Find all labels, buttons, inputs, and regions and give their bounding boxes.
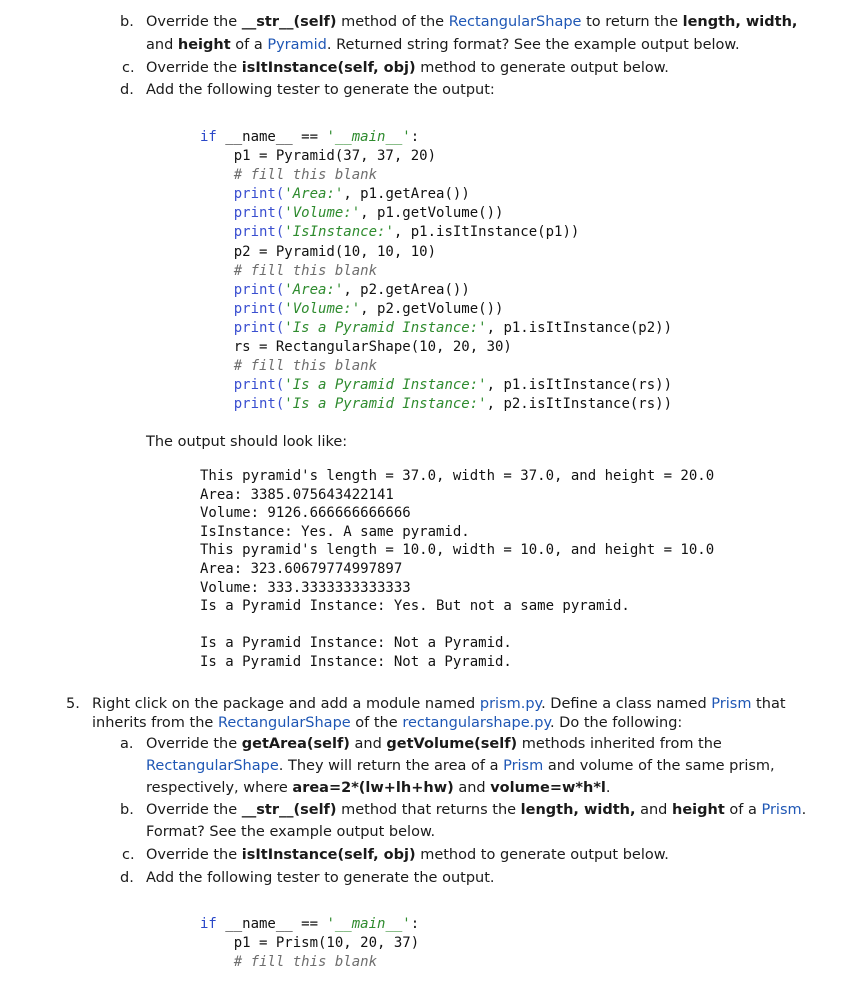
string: 'Is a Pyramid Instance:' — [284, 319, 487, 336]
text: method to generate output below. — [415, 60, 669, 76]
code-line — [200, 395, 672, 414]
code-line — [200, 128, 672, 147]
text: . — [605, 780, 611, 796]
file-ref: prism.py — [479, 696, 542, 712]
text: of the — [350, 715, 403, 731]
builtin: print( — [233, 224, 285, 241]
item-marker-d: d. — [120, 870, 134, 886]
code-text: , p1.isItInstance(rs)) — [486, 377, 673, 394]
string: '__main__' — [326, 916, 411, 932]
builtin: print( — [233, 300, 285, 317]
output-line: Volume: 333.3333333333333 — [200, 579, 411, 596]
item-marker-d: d. — [120, 82, 134, 98]
str-method: __str__(self) — [241, 802, 337, 818]
output-line: Is a Pyramid Instance: Yes. But not a same pyramid. — [200, 598, 630, 615]
text: of a — [230, 37, 268, 53]
section-number-5: 5. — [66, 696, 80, 712]
code-text: __name__ == — [216, 916, 327, 932]
class-ref: Prism — [761, 802, 802, 818]
part5-a-line3 — [146, 778, 610, 798]
string: 'Volume:' — [284, 205, 361, 222]
text: . — [801, 802, 807, 818]
output-line: Area: 323.60679774997897 — [200, 560, 403, 577]
text: of a — [724, 802, 762, 818]
builtin: print( — [233, 186, 285, 203]
string: 'Area:' — [284, 186, 344, 203]
code-text: , p1.getVolume()) — [360, 205, 504, 222]
code-block-pyramid — [200, 128, 672, 414]
keyword: if — [200, 129, 217, 145]
output-line: Area: 3385.075643422141 — [200, 486, 394, 503]
indent — [200, 301, 234, 317]
output-line: This pyramid's length = 37.0, width = 37.0, and height = 20.0 — [200, 468, 715, 484]
string: 'Volume:' — [284, 300, 361, 317]
output-line: Is a Pyramid Instance: Not a Pyramid. — [200, 635, 512, 652]
code-line — [200, 376, 672, 395]
text: method that returns the — [336, 802, 521, 818]
class-ref: RectangularShape — [146, 758, 279, 774]
text: Override the — [146, 60, 242, 76]
code-text: , p2.getArea()) — [343, 281, 470, 298]
item-c-line — [146, 58, 669, 78]
text: . Do the following: — [549, 715, 683, 731]
indent — [200, 186, 234, 202]
builtin: print( — [233, 205, 285, 222]
text: Override the — [146, 802, 242, 818]
text: method to generate output below. — [415, 847, 669, 863]
bold-term: length, width, — [520, 802, 636, 818]
text: . Define a class named — [541, 696, 712, 712]
code-text: , p2.isItInstance(rs)) — [486, 396, 673, 413]
output-spacer — [200, 616, 714, 635]
method-ref: getVolume(self) — [386, 736, 518, 752]
builtin: print( — [233, 377, 285, 394]
code-line — [200, 319, 672, 338]
output-line: Is a Pyramid Instance: Not a Pyramid. — [200, 653, 512, 670]
keyword: if — [200, 916, 217, 932]
text: . They will return the area of a — [278, 758, 504, 774]
indent — [200, 224, 234, 240]
text: respectively, where — [146, 780, 293, 796]
code-line: p1 = Pyramid(37, 37, 20) — [200, 148, 437, 165]
part5-b-line2: Format? See the example output below. — [146, 824, 436, 840]
item-d-line: Add the following tester to generate the output: — [146, 82, 495, 98]
code-comment: # fill this blank — [200, 954, 378, 971]
text: Override the — [146, 847, 242, 863]
class-ref: Pyramid — [267, 37, 327, 53]
part5-b-line1 — [146, 800, 806, 820]
code-block-prism — [200, 915, 419, 972]
code-text: __name__ == — [216, 129, 327, 145]
part5-a-line1 — [146, 734, 722, 754]
code-line — [200, 185, 672, 204]
class-ref: RectangularShape — [217, 715, 351, 731]
text: . Returned string format? See the example output below. — [326, 37, 740, 53]
code-line — [200, 300, 672, 319]
method-ref: isItInstance(self, obj) — [241, 60, 416, 76]
code-line — [200, 204, 672, 223]
string: 'Is a Pyramid Instance:' — [284, 396, 487, 413]
text: that — [751, 696, 786, 712]
code-line: rs = RectangularShape(10, 20, 30) — [200, 339, 512, 356]
item-marker-b: b. — [120, 14, 134, 30]
text: inherits from the — [92, 715, 218, 731]
output-block-pyramid — [200, 467, 714, 672]
method-ref: getArea(self) — [241, 736, 350, 752]
indent — [200, 205, 234, 221]
text: Override the — [146, 14, 242, 30]
bold-term: length, width, — [682, 14, 798, 30]
indent — [200, 320, 234, 336]
code-line — [200, 281, 672, 300]
text: and — [349, 736, 387, 752]
item-marker-c: c. — [122, 60, 135, 76]
builtin: print( — [233, 319, 285, 336]
class-ref: Prism — [711, 696, 752, 712]
text: and — [453, 780, 491, 796]
item-b-line1 — [146, 12, 797, 32]
part5-a-line2 — [146, 756, 775, 776]
code-text: , p2.getVolume()) — [360, 300, 504, 317]
item-b-line2 — [146, 35, 740, 55]
item-marker-c: c. — [122, 847, 135, 863]
part5-d-line: Add the following tester to generate the output. — [146, 870, 495, 886]
method-ref: isItInstance(self, obj) — [241, 847, 416, 863]
class-ref: Prism — [503, 758, 544, 774]
file-ref: rectangularshape.py — [402, 715, 550, 731]
code-comment: # fill this blank — [200, 262, 378, 279]
output-line: This pyramid's length = 10.0, width = 10.0, and height = 10.0 — [200, 542, 715, 559]
builtin: print( — [233, 281, 285, 298]
output-intro: The output should look like: — [146, 434, 348, 450]
string: 'IsInstance:' — [284, 224, 394, 241]
text: and — [635, 802, 672, 818]
formula: area=2*(lw+lh+hw) — [292, 780, 454, 796]
bold-term: height — [177, 37, 231, 53]
indent — [200, 396, 234, 412]
part5-c-line — [146, 845, 669, 865]
code-text: , p1.getArea()) — [343, 186, 470, 203]
text: to return the — [581, 14, 683, 30]
builtin: print( — [233, 396, 285, 413]
code-comment: # fill this blank — [200, 358, 378, 375]
code-text: , p1.isItInstance(p1)) — [393, 224, 580, 241]
string: '__main__' — [326, 129, 411, 145]
text: Right click on the package and add a module named — [92, 696, 480, 712]
code-line: p1 = Prism(10, 20, 37) — [200, 935, 420, 952]
code-text: : — [410, 916, 420, 932]
text: methods inherited from the — [517, 736, 722, 752]
output-line: Volume: 9126.666666666666 — [200, 505, 411, 522]
string: 'Is a Pyramid Instance:' — [284, 377, 487, 394]
string: 'Area:' — [284, 281, 344, 298]
text: and — [146, 37, 178, 53]
code-line — [200, 915, 419, 934]
formula: volume=w*h*l — [490, 780, 606, 796]
output-line: IsInstance: Yes. A same pyramid. — [200, 523, 470, 540]
text: method of the — [336, 14, 449, 30]
code-line: p2 = Pyramid(10, 10, 10) — [200, 243, 437, 260]
text: and volume of the same prism, — [543, 758, 775, 774]
class-ref: RectangularShape — [448, 14, 582, 30]
code-text: , p1.isItInstance(p2)) — [486, 319, 673, 336]
indent — [200, 282, 234, 298]
text: Override the — [146, 736, 242, 752]
str-method: __str__(self) — [241, 14, 337, 30]
part5-line2 — [92, 713, 682, 733]
bold-term: height — [672, 802, 725, 818]
indent — [200, 377, 234, 393]
code-text: : — [410, 129, 420, 145]
item-marker-a: a. — [120, 736, 134, 752]
item-marker-b: b. — [120, 802, 134, 818]
code-comment: # fill this blank — [200, 167, 378, 184]
code-line — [200, 223, 672, 242]
part5-line1 — [92, 694, 786, 714]
